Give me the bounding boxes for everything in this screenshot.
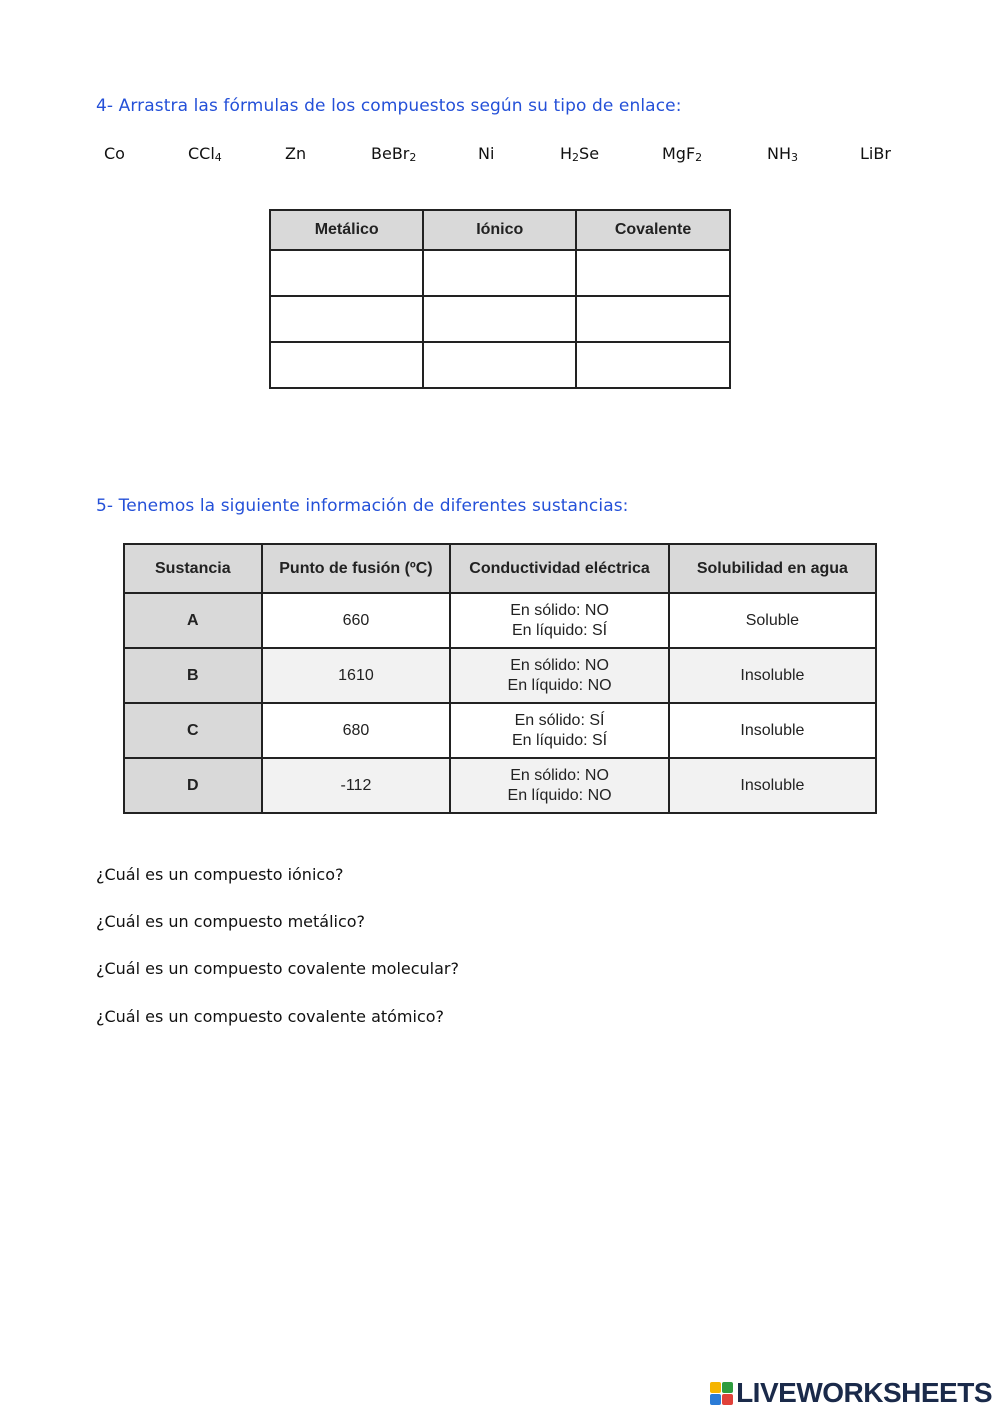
- substances-header-row: [124, 544, 876, 593]
- liveworksheets-logo-text: LIVEWORKSHEETS: [736, 1377, 992, 1408]
- liveworksheets-logo-icon: [710, 1382, 733, 1405]
- drop-zone-ionico[interactable]: [423, 296, 576, 342]
- drop-zone-ionico[interactable]: [423, 342, 576, 388]
- bond-table-row: [270, 250, 730, 296]
- formula-item-ccl4[interactable]: [188, 144, 222, 164]
- table-row: [124, 593, 876, 648]
- formula-base: NH: [767, 144, 791, 163]
- conductivity-liquid: En líquido: SÍ: [511, 621, 608, 639]
- conductivity-liquid: En líquido: SÍ: [511, 731, 608, 749]
- drop-zone-ionico[interactable]: [423, 250, 576, 296]
- drop-zone-metalico[interactable]: [270, 250, 423, 296]
- bond-table-row: [270, 296, 730, 342]
- formula-base: CCl: [188, 144, 215, 163]
- formula-base: Zn: [285, 144, 307, 163]
- bond-table-row: [270, 342, 730, 388]
- question-covalente-atomico: ¿Cuál es un compuesto covalente atómico?: [96, 1007, 445, 1026]
- logo-tile: [722, 1382, 733, 1393]
- logo-tile: [710, 1394, 721, 1405]
- conductivity-solid: En sólido: SÍ: [514, 711, 605, 729]
- formula-item-bebr2[interactable]: [371, 144, 416, 164]
- liveworksheets-logo[interactable]: [710, 1377, 992, 1409]
- conductivity-solid: En sólido: NO: [510, 766, 609, 784]
- logo-tile: [722, 1394, 733, 1405]
- question-ionico: ¿Cuál es un compuesto iónico?: [96, 865, 344, 884]
- conductivity-solid: En sólido: NO: [510, 601, 609, 619]
- section-5-heading: 5- Tenemos la siguiente información de diferentes sustancias:: [96, 496, 629, 516]
- drop-zone-covalente[interactable]: [576, 250, 730, 296]
- conductivity: [450, 593, 669, 648]
- formula-item-nh3[interactable]: [767, 144, 798, 164]
- formula-base: LiBr: [860, 144, 891, 163]
- substances-table: [123, 543, 877, 814]
- formula-item-zn[interactable]: [285, 144, 306, 164]
- bond-table-header-row: [270, 210, 730, 250]
- table-row: [124, 703, 876, 758]
- formula-base: H: [560, 144, 573, 163]
- header-ionico: Iónico: [423, 210, 576, 250]
- formula-item-co[interactable]: [104, 144, 125, 164]
- formula-subscript: 2: [409, 151, 417, 164]
- solubility: Insoluble: [669, 648, 876, 703]
- conductivity-liquid: En líquido: NO: [507, 786, 612, 804]
- question-covalente-molecular: ¿Cuál es un compuesto covalente molecular?: [96, 959, 459, 978]
- header-metalico: Metálico: [270, 210, 423, 250]
- conductivity-liquid: En líquido: NO: [507, 676, 612, 694]
- formula-base: BeBr: [371, 144, 410, 163]
- melting-point: 660: [262, 593, 451, 648]
- logo-tile: [710, 1382, 721, 1393]
- header-conductividad: Conductividad eléctrica: [450, 544, 669, 593]
- conductivity: [450, 648, 669, 703]
- formula-tail: Se: [579, 144, 600, 163]
- formula-item-mgf2[interactable]: [662, 144, 702, 164]
- header-punto-fusion: Punto de fusión (ºC): [262, 544, 451, 593]
- formula-base: Ni: [478, 144, 495, 163]
- formula-subscript: 4: [214, 151, 222, 164]
- substance-name: A: [124, 593, 262, 648]
- solubility: Soluble: [669, 593, 876, 648]
- bond-type-table: [269, 209, 731, 389]
- conductivity: [450, 703, 669, 758]
- table-row: [124, 758, 876, 813]
- section-4-heading: 4- Arrastra las fórmulas de los compuestos según su tipo de enlace:: [96, 96, 682, 116]
- formula-subscript: 2: [572, 151, 580, 164]
- solubility: Insoluble: [669, 703, 876, 758]
- question-metalico: ¿Cuál es un compuesto metálico?: [96, 912, 366, 931]
- melting-point: 680: [262, 703, 451, 758]
- substance-name: B: [124, 648, 262, 703]
- formula-item-libr[interactable]: [860, 144, 891, 164]
- formula-item-ni[interactable]: [478, 144, 494, 164]
- formula-subscript: 3: [791, 151, 798, 164]
- header-covalente: Covalente: [576, 210, 730, 250]
- formula-base: MgF: [662, 144, 696, 163]
- header-solubilidad: Solubilidad en agua: [669, 544, 876, 593]
- substance-name: D: [124, 758, 262, 813]
- melting-point: 1610: [262, 648, 451, 703]
- conductivity: [450, 758, 669, 813]
- solubility: Insoluble: [669, 758, 876, 813]
- formula-subscript: 2: [695, 151, 703, 164]
- drop-zone-metalico[interactable]: [270, 296, 423, 342]
- table-row: [124, 648, 876, 703]
- drop-zone-metalico[interactable]: [270, 342, 423, 388]
- melting-point: -112: [262, 758, 451, 813]
- formula-item-h2se[interactable]: [560, 144, 599, 164]
- drop-zone-covalente[interactable]: [576, 296, 730, 342]
- header-sustancia: Sustancia: [124, 544, 262, 593]
- substance-name: C: [124, 703, 262, 758]
- conductivity-solid: En sólido: NO: [510, 656, 609, 674]
- formula-base: Co: [104, 144, 125, 163]
- drop-zone-covalente[interactable]: [576, 342, 730, 388]
